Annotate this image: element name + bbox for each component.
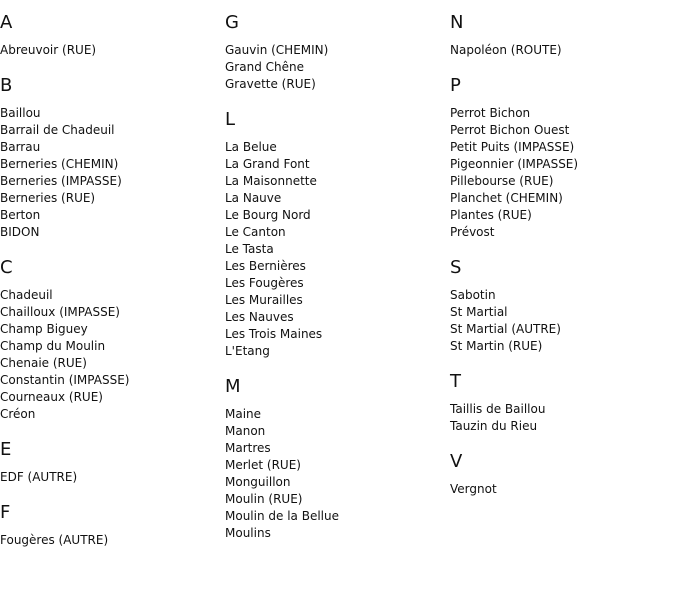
section-letter-heading: C bbox=[0, 257, 13, 278]
street-name: Petit Puits (IMPASSE) bbox=[450, 140, 575, 154]
street-name: Baillou bbox=[0, 106, 41, 120]
letter-section bbox=[225, 12, 445, 93]
street-name: Plantes (RUE) bbox=[450, 208, 532, 222]
street-name: Sabotin bbox=[450, 288, 496, 302]
section-letter-heading: G bbox=[225, 12, 239, 33]
section-letter-heading: N bbox=[450, 12, 464, 33]
section-letter-heading: L bbox=[225, 109, 236, 130]
letter-section bbox=[0, 12, 220, 59]
section-letter-heading: T bbox=[450, 371, 461, 392]
section-letter-heading: A bbox=[0, 12, 13, 33]
street-name: St Martin (RUE) bbox=[450, 339, 543, 353]
letter-section bbox=[450, 12, 670, 59]
street-name: Les Murailles bbox=[225, 293, 303, 307]
street-name: St Martial bbox=[450, 305, 508, 319]
street-name: Champ Biguey bbox=[0, 322, 88, 336]
section-letter-heading: B bbox=[0, 75, 13, 96]
letter-section bbox=[0, 439, 220, 486]
section-letter-heading: S bbox=[450, 257, 462, 278]
street-name: Merlet (RUE) bbox=[225, 458, 301, 472]
street-name: Gravette (RUE) bbox=[225, 77, 316, 91]
street-name: Taillis de Baillou bbox=[450, 402, 546, 416]
street-name: Perrot Bichon bbox=[450, 106, 531, 120]
section-letter-heading: M bbox=[225, 376, 241, 397]
street-name: Berneries (CHEMIN) bbox=[0, 157, 119, 171]
street-name: Gauvin (CHEMIN) bbox=[225, 43, 329, 57]
street-name: Chenaie (RUE) bbox=[0, 356, 87, 370]
section-letter-heading: F bbox=[0, 502, 11, 523]
street-name: BIDON bbox=[0, 225, 40, 239]
street-name: Les Bernières bbox=[225, 259, 306, 273]
street-name: Le Canton bbox=[225, 225, 286, 239]
street-name: Berton bbox=[0, 208, 41, 222]
letter-section bbox=[450, 75, 670, 241]
street-name: Berneries (IMPASSE) bbox=[0, 174, 122, 188]
street-name: St Martial (AUTRE) bbox=[450, 322, 561, 336]
street-name: Les Nauves bbox=[225, 310, 294, 324]
street-name: EDF (AUTRE) bbox=[0, 470, 78, 484]
street-name: Manon bbox=[225, 424, 266, 438]
street-name: Pillebourse (RUE) bbox=[450, 174, 554, 188]
street-name: Courneaux (RUE) bbox=[0, 390, 103, 404]
letter-section bbox=[0, 502, 220, 549]
letter-section bbox=[225, 376, 445, 542]
street-name: Le Bourg Nord bbox=[225, 208, 311, 222]
street-name: Chailloux (IMPASSE) bbox=[0, 305, 120, 319]
street-name: Barrail de Chadeuil bbox=[0, 123, 115, 137]
street-name: Pigeonnier (IMPASSE) bbox=[450, 157, 579, 171]
street-name: La Maisonnette bbox=[225, 174, 317, 188]
letter-section bbox=[450, 371, 670, 435]
street-name: Tauzin du Rieu bbox=[450, 419, 538, 433]
street-name: L'Etang bbox=[225, 344, 270, 358]
street-name: Martres bbox=[225, 441, 271, 455]
letter-section bbox=[0, 257, 220, 423]
street-name: La Nauve bbox=[225, 191, 282, 205]
street-name: Créon bbox=[0, 407, 36, 421]
street-index-column-3 bbox=[450, 12, 670, 514]
street-name: Prévost bbox=[450, 225, 495, 239]
street-name: Grand Chêne bbox=[225, 60, 304, 74]
street-name: La Grand Font bbox=[225, 157, 310, 171]
letter-section bbox=[225, 109, 445, 360]
street-name: Napoléon (ROUTE) bbox=[450, 43, 562, 57]
street-name: Planchet (CHEMIN) bbox=[450, 191, 563, 205]
street-name: Abreuvoir (RUE) bbox=[0, 43, 97, 57]
section-letter-heading: V bbox=[450, 451, 463, 472]
letter-section bbox=[0, 75, 220, 241]
street-name: La Belue bbox=[225, 140, 277, 154]
street-name: Chadeuil bbox=[0, 288, 53, 302]
section-letter-heading: E bbox=[0, 439, 12, 460]
street-name: Moulin de la Bellue bbox=[225, 509, 339, 523]
street-name: Le Tasta bbox=[225, 242, 274, 256]
street-name: Fougères (AUTRE) bbox=[0, 533, 109, 547]
street-name: Barrau bbox=[0, 140, 41, 154]
section-letter-heading: P bbox=[450, 75, 461, 96]
street-name: Constantin (IMPASSE) bbox=[0, 373, 130, 387]
street-name: Monguillon bbox=[225, 475, 291, 489]
street-index-column-1 bbox=[0, 12, 220, 565]
street-name: Champ du Moulin bbox=[0, 339, 106, 353]
street-index-column-2 bbox=[225, 12, 445, 558]
street-name: Les Fougères bbox=[225, 276, 304, 290]
letter-section bbox=[450, 451, 670, 498]
street-name: Berneries (RUE) bbox=[0, 191, 96, 205]
letter-section bbox=[450, 257, 670, 355]
street-name: Perrot Bichon Ouest bbox=[450, 123, 570, 137]
street-name: Les Trois Maines bbox=[225, 327, 323, 341]
street-name: Maine bbox=[225, 407, 262, 421]
street-name: Vergnot bbox=[450, 482, 497, 496]
street-name: Moulins bbox=[225, 526, 271, 540]
street-name: Moulin (RUE) bbox=[225, 492, 303, 506]
